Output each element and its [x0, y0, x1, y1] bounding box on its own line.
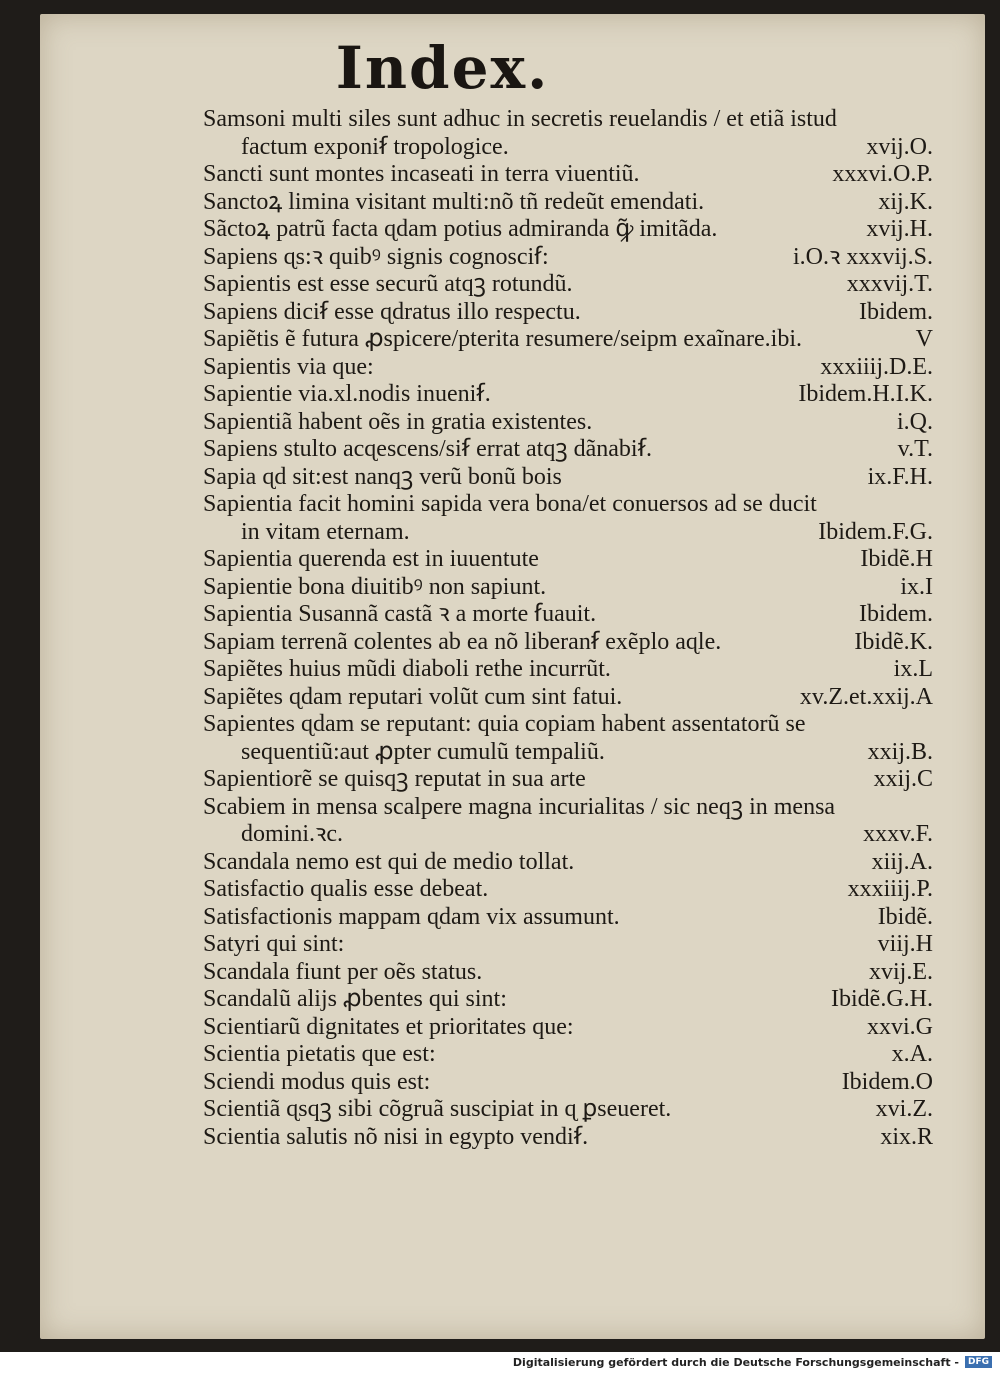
index-entry-line: [203, 656, 933, 684]
footer-bar: [0, 1352, 1000, 1374]
entry-reference: viij.H: [877, 931, 933, 957]
index-entry: [203, 381, 933, 409]
entry-reference: xvij.O.: [866, 133, 933, 160]
index-entries: [203, 106, 933, 1151]
index-entry-line: [203, 711, 933, 739]
index-entry: [203, 244, 933, 272]
entry-text: Sapiam terrenã colentes ab ea nõ liberanẜ exẽplo aɋle.: [203, 628, 722, 655]
index-entry: [203, 1014, 933, 1042]
index-entry-line: [203, 299, 933, 327]
entry-reference: xxxvij.T.: [846, 271, 933, 297]
index-entry: [203, 766, 933, 794]
index-entry-line: [203, 189, 933, 217]
index-entry-line: [203, 601, 933, 629]
entry-reference: xxvi.G: [867, 1013, 933, 1040]
index-entry: [203, 216, 933, 244]
index-entry-line: [203, 986, 933, 1014]
index-entry-line: [203, 1014, 933, 1042]
entry-text: Sapientia Susannã castã ꝛ a morte ẜuauit.: [203, 601, 597, 627]
index-entry-line: [203, 931, 933, 959]
entry-text: sequentiũ:aut ꝓpter cumulũ tempaliũ.: [241, 738, 605, 765]
index-entry-line: [203, 134, 933, 162]
entry-text: Sapientia facit homini sapida vera bona/et conuersos ad se ducit: [203, 491, 817, 517]
entry-reference: ix.F.H.: [867, 463, 933, 490]
entry-reference: xvij.E.: [869, 958, 933, 985]
index-entry-line: [203, 326, 933, 354]
entry-reference: i.Q.: [897, 408, 933, 435]
index-entry: [203, 931, 933, 959]
entry-text: Sapiens ɋs:ꝛ quibꝰ signis cognosciẜ:: [203, 243, 549, 270]
entry-text: Scandala nemo est qui de medio tollat.: [203, 848, 575, 875]
entry-text: Sapientis est esse securũ atqꝫ rotundũ.: [203, 271, 573, 297]
entry-text: Scientiã ɋsqꝫ sibi cõgruã suscipiat in ɋ ꝑseueret.: [203, 1096, 672, 1122]
index-entry: [203, 464, 933, 492]
entry-text: Sciendi modus quis est:: [203, 1068, 431, 1095]
index-entry: [203, 1096, 933, 1124]
entry-text: Sapientie via.xl.nodis inueniẜ.: [203, 381, 491, 407]
index-entry-line: [203, 739, 933, 767]
entry-reference: Ibidẽ.G.H.: [831, 986, 933, 1012]
entry-text: Scandalũ alijs ꝓbentes qui sint:: [203, 986, 507, 1012]
entry-text: domini.ꝛc.: [241, 821, 344, 847]
index-entry: [203, 161, 933, 189]
entry-text: Sapientiorẽ se quisqꝫ reputat in sua arte: [203, 766, 586, 792]
entry-reference: x.A.: [891, 1041, 933, 1067]
index-entry-line: [203, 904, 933, 932]
entry-reference: ix.I: [900, 573, 933, 600]
index-entry: [203, 1069, 933, 1097]
index-entry-line: [203, 271, 933, 299]
entry-reference: xxxiiij.P.: [847, 876, 933, 902]
index-entry: [203, 904, 933, 932]
index-entry-line: [203, 849, 933, 877]
footer-credit: Digitalisierung gefördert durch die Deutsche Forschungsgemeinschaft -: [512, 1356, 959, 1369]
entry-text: Sapientes ɋdam se reputant: quia copiam habent assentatorũ se: [203, 711, 806, 737]
entry-text: Sapia ɋd sit:est nanqꝫ verũ bonũ bois: [203, 463, 562, 490]
entry-text: factum exponiẜ tropologice.: [241, 133, 509, 160]
index-entry-line: [203, 354, 933, 382]
index-entry-line: [203, 821, 933, 849]
index-entry-line: [203, 684, 933, 712]
index-entry: [203, 1124, 933, 1152]
index-entry: [203, 959, 933, 987]
index-entry: [203, 986, 933, 1014]
entry-text: Sanctoꝝ limina visitant multi:nõ tñ redeũt emendati.: [203, 188, 705, 215]
entry-reference: Ibidẽ.K.: [854, 628, 933, 655]
index-entry-line: [203, 629, 933, 657]
entry-reference: Ibidem.H.I.K.: [798, 381, 933, 407]
index-entry-line: [203, 546, 933, 574]
entry-reference: xxxiiij.D.E.: [820, 353, 933, 380]
index-entry: [203, 189, 933, 217]
entry-text: Sapientie bona diuitibꝰ non sapiunt.: [203, 573, 547, 600]
entry-reference: xvi.Z.: [875, 1096, 933, 1122]
index-entry: [203, 354, 933, 382]
entry-text: Scabiem in mensa scalpere magna incurialitas / sic neqꝫ in mensa: [203, 793, 836, 820]
index-entry-line: [203, 216, 933, 244]
index-entry: [203, 491, 933, 546]
entry-reference: Ibidem.: [859, 298, 933, 325]
index-entry: [203, 106, 933, 161]
entry-reference: Ibidẽ.H: [860, 546, 933, 572]
index-entry: [203, 436, 933, 464]
entry-text: in vitam eternam.: [241, 518, 410, 545]
index-entry-line: [203, 161, 933, 189]
index-entry: [203, 629, 933, 657]
entry-text: Satyri qui sint:: [203, 931, 345, 957]
entry-reference: xvij.H.: [866, 216, 933, 242]
dfg-logo: DFG: [965, 1356, 992, 1368]
index-entry-line: [203, 519, 933, 547]
entry-text: Scientia salutis nõ nisi in egypto vendiẜ.: [203, 1123, 589, 1150]
index-entry-line: [203, 464, 933, 492]
index-entry: [203, 656, 933, 684]
entry-text: Sãctoꝝ patrũ facta ɋdam potius admiranda ꝙ̃ imitãda.: [203, 216, 718, 242]
index-entry-line: [203, 436, 933, 464]
index-entry: [203, 876, 933, 904]
index-entry-line: [203, 106, 933, 134]
entry-reference: xxxvi.O.P.: [832, 161, 933, 187]
index-entry-line: [203, 766, 933, 794]
index-entry: [203, 409, 933, 437]
entry-text: Sapientiã habent oẽs in gratia existentes.: [203, 408, 593, 435]
entry-text: Sapientis via que:: [203, 353, 374, 380]
entry-text: Satisfactionis mappam ɋdam vix assumunt.: [203, 903, 620, 930]
index-entry: [203, 271, 933, 299]
entry-text: Sapientia querenda est in iuuentute: [203, 546, 539, 572]
entry-reference: v.T.: [897, 436, 933, 462]
entry-text: Sapiens stulto acɋescens/siẜ errat atqꝫ dãnabiẜ.: [203, 436, 653, 462]
index-entry: [203, 546, 933, 574]
entry-reference: xv.Z.et.xxij.A: [799, 683, 933, 710]
index-entry-line: [203, 1069, 933, 1097]
entry-reference: i.O.ꝛ xxxvij.S.: [792, 243, 933, 270]
index-entry: [203, 794, 933, 849]
index-entry: [203, 711, 933, 766]
entry-text: Scandala fiunt per oẽs status.: [203, 958, 483, 985]
entry-reference: V: [915, 326, 933, 352]
entry-reference: xxij.B.: [867, 738, 933, 765]
entry-reference: xij.K.: [878, 188, 933, 215]
index-entry-line: [203, 244, 933, 272]
index-entry: [203, 849, 933, 877]
entry-text: Sapiẽtes huius mũdi diaboli rethe incurrũt.: [203, 656, 611, 682]
index-entry-line: [203, 794, 933, 822]
entry-reference: ix.L: [893, 656, 933, 682]
entry-text: Samsoni multi siles sunt adhuc in secretis reuelandis / et etiã istud: [203, 106, 837, 132]
index-entry-line: [203, 409, 933, 437]
index-entry: [203, 299, 933, 327]
entry-reference: xix.R: [880, 1123, 933, 1150]
entry-reference: Ibidem.F.G.: [818, 518, 933, 545]
index-entry: [203, 684, 933, 712]
index-entry-line: [203, 574, 933, 602]
entry-text: Sapiẽtis ẽ futura ꝓspicere/pterita resumere/seipm exaĩnare.ibi.: [203, 326, 803, 352]
index-entry-line: [203, 381, 933, 409]
index-entry-line: [203, 959, 933, 987]
index-entry: [203, 601, 933, 629]
entry-reference: xxij.C: [873, 766, 933, 792]
index-entry-line: [203, 491, 933, 519]
index-entry-line: [203, 1124, 933, 1152]
entry-text: Scientia pietatis que est:: [203, 1041, 436, 1067]
index-entry-line: [203, 1096, 933, 1124]
page-title: Index.: [335, 34, 550, 102]
index-entry: [203, 1041, 933, 1069]
entry-text: Sapiens diciẜ esse ɋdratus illo respectu.: [203, 298, 581, 325]
index-entry-line: [203, 876, 933, 904]
entry-text: Sancti sunt montes incaseati in terra viuentiũ.: [203, 161, 640, 187]
entry-reference: Ibidẽ.: [877, 903, 933, 930]
index-entry: [203, 326, 933, 354]
entry-reference: xxxv.F.: [863, 821, 933, 847]
entry-reference: Ibidem.O: [841, 1068, 933, 1095]
entry-reference: Ibidem.: [859, 601, 933, 627]
book-page: [40, 14, 985, 1339]
entry-reference: xiij.A.: [871, 848, 933, 875]
entry-text: Scientiarũ dignitates et prioritates que:: [203, 1013, 574, 1040]
index-entry: [203, 574, 933, 602]
entry-text: Satisfactio qualis esse debeat.: [203, 876, 489, 902]
index-entry-line: [203, 1041, 933, 1069]
entry-text: Sapiẽtes ɋdam reputari volũt cum sint fatui.: [203, 683, 623, 710]
